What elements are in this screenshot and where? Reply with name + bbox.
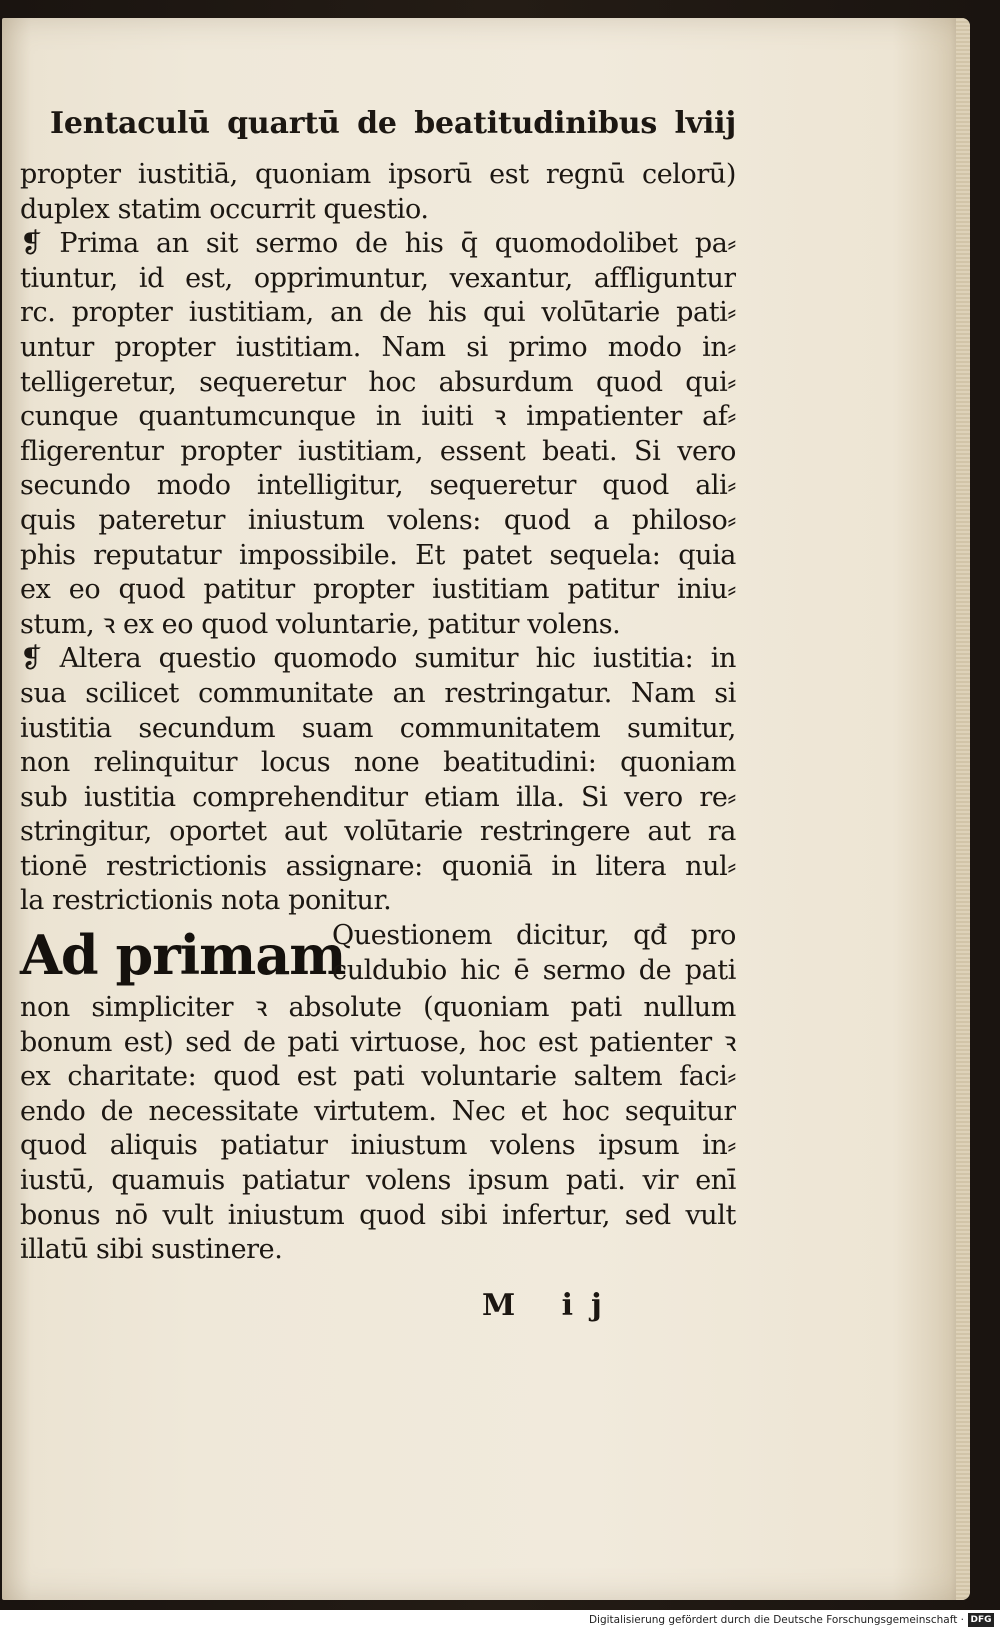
body-text-line: endo de necessitate virtutem. Nec et hoc sequitur (20, 1095, 736, 1127)
body-text-line: iustitia secundum suam communitatem sumitur, (20, 712, 736, 744)
body-text-line: iustū, quamuis patiatur volens ipsum pati. vir enī (20, 1165, 736, 1197)
body-text-line: secundo modo intelligitur, sequeretur quod ali⸗ (20, 470, 736, 502)
initial-side-line-1: Questionem dicitur, qđ pro (332, 920, 736, 952)
initial-block (20, 919, 736, 991)
body-text-line: ❡ Altera questio quomodo sumitur hic iustitia: in (20, 643, 736, 675)
initial-side-line-2: culdubio hic ē sermo de pati (332, 954, 736, 986)
body-text-line: tiuntur, id est, opprimuntur, vexantur, affliguntur (20, 262, 736, 294)
body-text-line: untur propter iustitiam. Nam si primo modo in⸗ (20, 331, 736, 363)
body-text-line: bonus nō vult iniustum quod sibi infertur, sed vult (20, 1199, 736, 1231)
body-text-line: sub iustitia comprehenditur etiam illa. Si vero re⸗ (20, 781, 736, 813)
footer-credit: Digitalisierung gefördert durch die Deutsche Forschungsgemeinschaft · (588, 1614, 964, 1626)
body-text-line: sua scilicet communitate an restringatur. Nam si (20, 677, 736, 709)
body-text-line: quis pateretur iniustum volens: quod a philoso⸗ (20, 504, 736, 536)
body-text-line: tionē restrictionis assignare: quoniā in litera nul⸗ (20, 850, 736, 882)
book-page (2, 18, 970, 1600)
body-text-line: non relinquitur locus none beatitudini: quoniam (20, 747, 736, 779)
initial-word: Ad primam (20, 923, 346, 988)
body-text-line: non simpliciter ꝛ absolute (quoniam pati nullum (20, 992, 736, 1024)
body-text-line: ❡ Prima an sit sermo de his q̄ quomodolibet pa⸗ (20, 228, 736, 260)
body-text-line: telligeretur, sequeretur hoc absurdum quod qui⸗ (20, 366, 736, 398)
initial-side-lines (332, 919, 736, 988)
text-block (20, 102, 736, 1268)
body-text-line: ex eo quod patitur propter iustitiam patitur iniu⸗ (20, 574, 736, 606)
page-fore-edge (956, 18, 970, 1600)
body-paragraphs-1 (20, 158, 736, 919)
body-text-line: propter iustitiā, quoniam ipsorū est regnū celorū) (20, 159, 736, 190)
body-text-line: bonum est) sed de pati virtuose, hoc est patienter ꝛ (20, 1026, 736, 1058)
body-text-line: ex charitate: quod est pati voluntarie saltem faci⸗ (20, 1061, 736, 1093)
body-text-line: stum, ꝛ ex eo quod voluntarie, patitur volens. (20, 608, 621, 640)
body-text-line: fligerentur propter iustitiam, essent beati. Si vero (20, 435, 736, 467)
body-text-line: illatū sibi sustinere. (20, 1234, 283, 1266)
body-text-line: cunque quantumcunque in iuiti ꝛ impatienter af⸗ (20, 401, 736, 433)
body-text-line: rc. propter iustitiam, an de his qui volūtarie pati⸗ (20, 297, 736, 329)
body-text-line: quod aliquis patiatur iniustum volens ipsum in⸗ (20, 1130, 736, 1162)
footer-bar (0, 1610, 1000, 1632)
body-text-line: phis reputatur impossibile. Et patet sequela: quia (20, 539, 736, 571)
running-title: Ientaculū quartū de beatitudinibus lviij (50, 106, 736, 141)
body-text-line: la restrictionis nota ponitur. (20, 885, 392, 917)
body-text-line: stringitur, oportet aut volūtarie restringere aut ra (20, 816, 736, 848)
signature-mark: M ij (482, 1288, 620, 1323)
body-paragraphs-2 (20, 991, 736, 1268)
body-text-line: duplex statim occurrit questio. (20, 193, 429, 225)
dfg-logo: DFG (968, 1613, 994, 1627)
